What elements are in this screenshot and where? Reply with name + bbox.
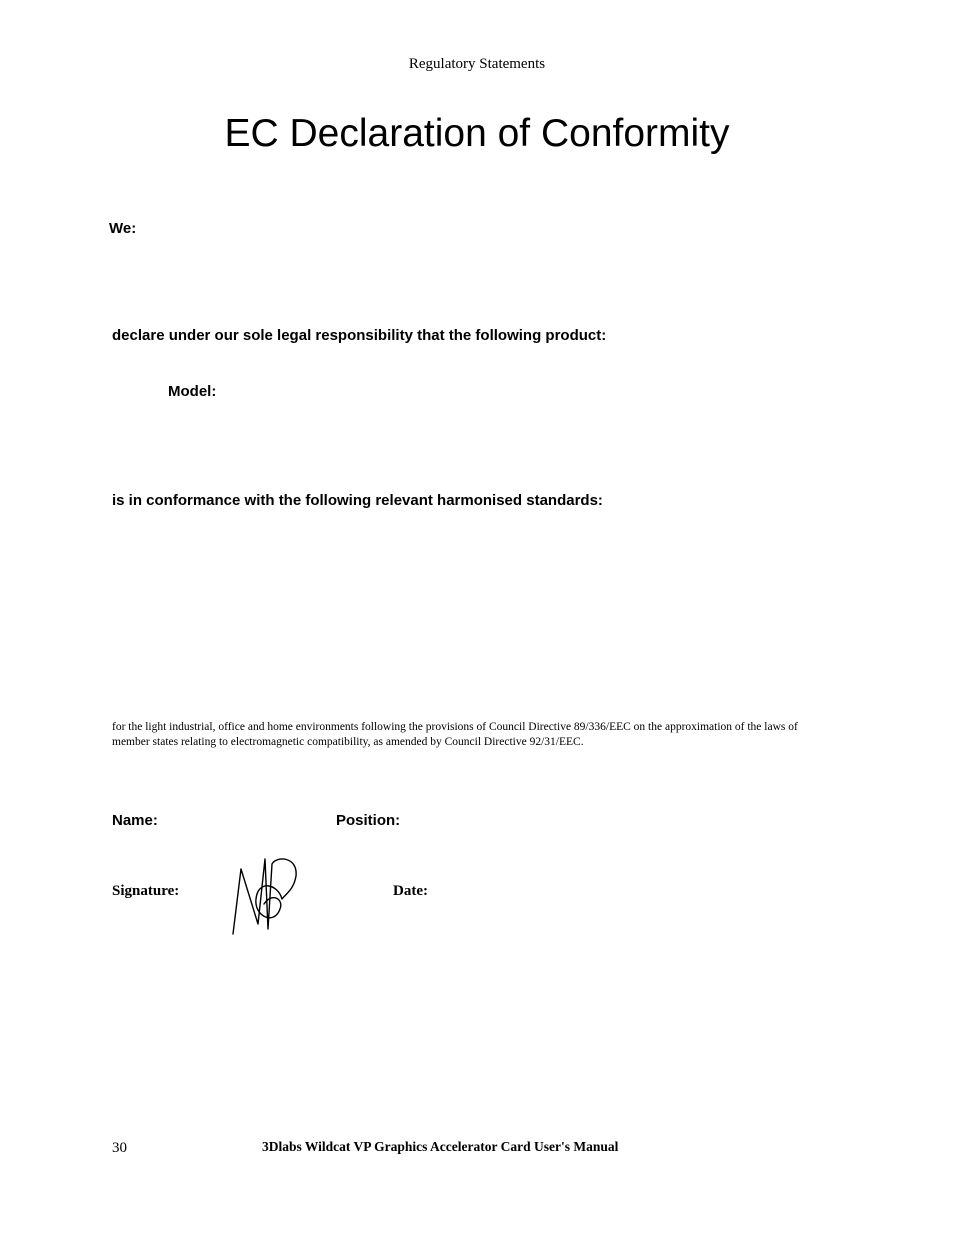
page-number: 30 — [112, 1140, 127, 1156]
position-label: Position: — [336, 812, 401, 829]
signature-label: Signature: — [112, 883, 180, 899]
we-label: We: — [109, 220, 137, 237]
model-label: Model: — [168, 383, 217, 400]
conformance-statement: is in conformance with the following relevant harmonised standards: — [112, 492, 603, 509]
name-label: Name: — [112, 812, 158, 829]
manual-title: 3Dlabs Wildcat VP Graphics Accelerator Card User's Manual — [262, 1139, 619, 1154]
date-label: Date: — [393, 883, 428, 899]
declaration-statement: declare under our sole legal responsibility that the following product: — [112, 327, 607, 344]
page-title: EC Declaration of Conformity — [224, 112, 730, 155]
directive-paragraph: for the light industrial, office and home environments following the provisions of Council Directive 89/336/EEC on the approximation of the laws of member states relating to electromagnetic compatibility, as amended by Council Directive 92/31/EEC. — [112, 721, 798, 748]
running-header: Regulatory Statements — [408, 56, 546, 72]
handwritten-signature-icon — [228, 854, 304, 938]
